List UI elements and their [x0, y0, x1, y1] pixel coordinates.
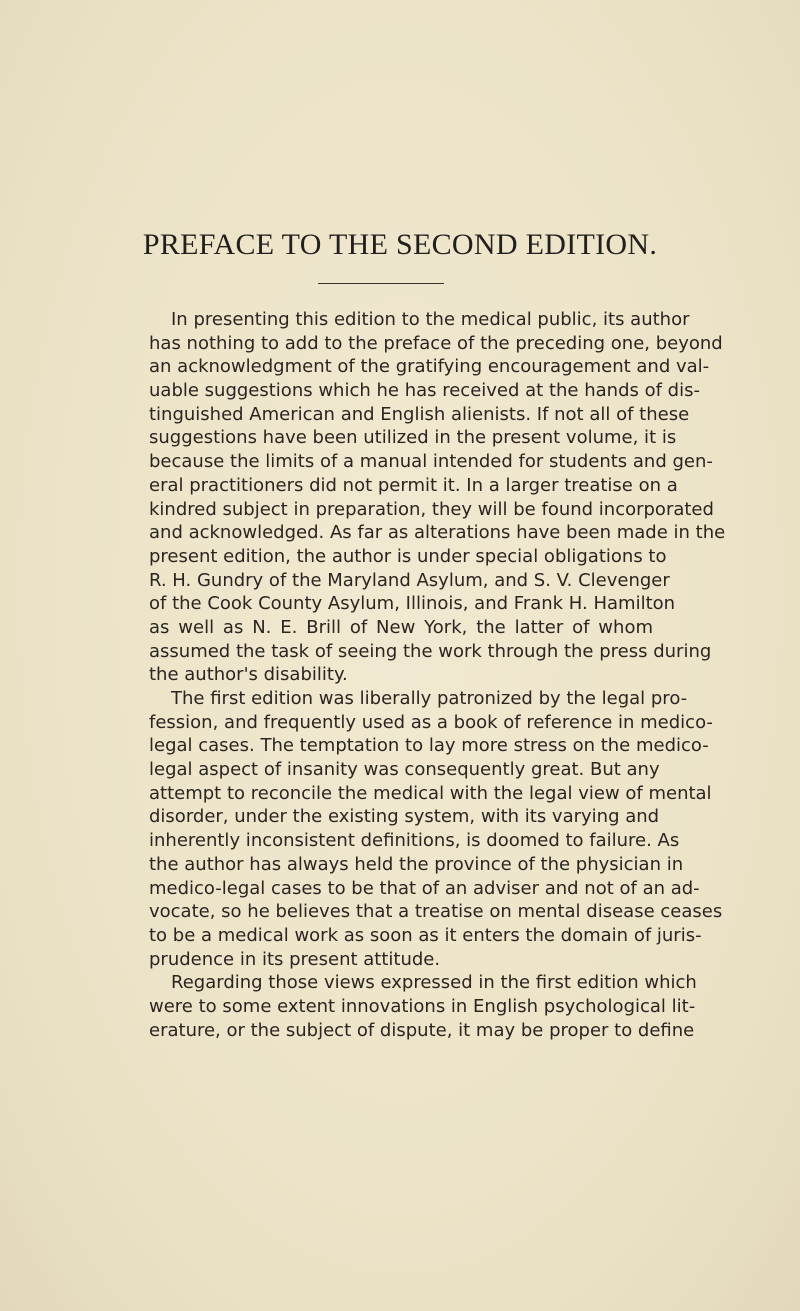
text-line: legal aspect of insanity was consequently great. But any [149, 759, 660, 781]
text-line: tinguished American and English alienists. If not all of these [149, 403, 690, 425]
text-line: The first edition was liberally patronized by the legal pro- [171, 688, 688, 709]
text-line: to be a medical work as soon as it enters the domain of juris- [149, 924, 702, 946]
text-line: R. H. Gundry of the Maryland Asylum, and S. V. Clevenger [149, 569, 670, 591]
title-rule [318, 283, 444, 284]
text-line: fession, and frequently used as a book of reference in medico- [149, 711, 713, 733]
text-line: Regarding those views expressed in the first edition which [171, 972, 697, 994]
text-line: because the limits of a manual intended for students and gen- [149, 451, 713, 473]
text-line: inherently inconsistent definitions, is doomed to failure. As [149, 830, 680, 852]
text-line: and acknowledged. As far as alterations have been made in the [149, 522, 726, 544]
text-line: an acknowledgment of the gratifying encouragement and val- [149, 356, 710, 378]
text-line: vocate, so he believes that a treatise on mental disease ceases [149, 901, 723, 923]
text-line: eral practitioners did not permit it. In a larger treatise on a [149, 474, 678, 496]
text-line: prudence in its present attitude. [149, 948, 441, 970]
text-line: legal cases. The temptation to lay more stress on the medico- [149, 735, 709, 757]
text-line: erature, or the subject of dispute, it may be proper to define [149, 1019, 695, 1041]
text-line: disorder, under the existing system, with its varying and [149, 806, 660, 828]
text-line: uable suggestions which he has received at the hands of dis- [149, 380, 700, 402]
text-line: assumed the task of seeing the work through the press during [149, 640, 712, 662]
text-line: suggestions have been utilized in the present volume, it is [149, 427, 677, 449]
text-line: medico-legal cases to be that of an adviser and not of an ad- [149, 877, 700, 899]
text-line: as well as N. E. Brill of New York, the latter of whom [149, 616, 653, 638]
text-line: the author's disability. [149, 664, 348, 686]
text-line: has nothing to add to the preface of the preceding one, beyond [149, 332, 723, 354]
preface-title: PREFACE TO THE SECOND EDITION. [142, 228, 658, 261]
preface-body [149, 308, 726, 1042]
text-line: of the Cook County Asylum, Illinois, and Frank H. Hamilton [149, 593, 676, 615]
text-line: the author has always held the province of the physician in [149, 853, 684, 875]
text-line: present edition, the author is under special obligations to [149, 545, 667, 567]
text-line: were to some extent innovations in English psychological lit- [149, 995, 696, 1017]
text-line: In presenting this edition to the medical public, its author [171, 309, 690, 330]
text-line: kindred subject in preparation, they will be found incorporated [149, 498, 714, 520]
text-line: attempt to reconcile the medical with the legal view of mental [149, 782, 712, 804]
